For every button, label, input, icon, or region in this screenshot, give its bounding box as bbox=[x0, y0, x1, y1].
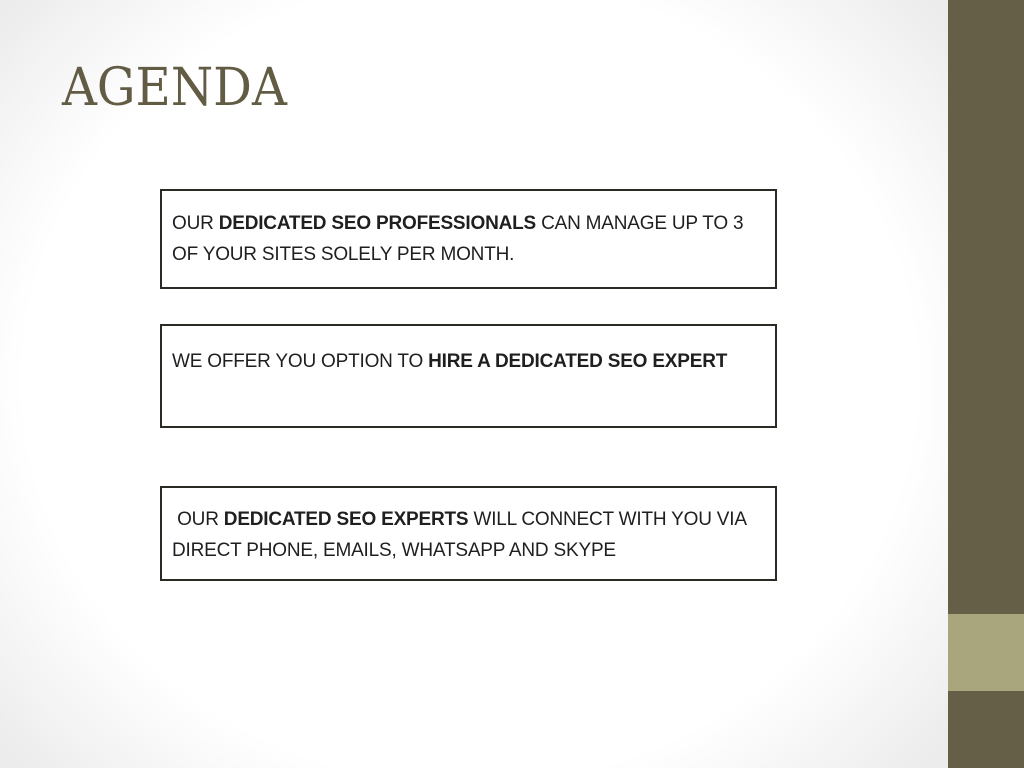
agenda-item-1 bbox=[160, 189, 777, 289]
agenda-item-2 bbox=[160, 324, 777, 428]
slide-title: AGENDA bbox=[62, 58, 287, 118]
agenda-item-2-highlight: HIRE A DEDICATED SEO EXPERT bbox=[428, 351, 728, 372]
agenda-item-1-text-end: CAN MANAGE UP TO 3 OF YOUR SITES SOLELY PER MONTH. bbox=[172, 213, 744, 265]
agenda-item-3-text-end: WILL CONNECT WITH YOU VIA DIRECT PHONE, EMAILS, WHATSAPP AND SKYPE bbox=[172, 509, 746, 561]
agenda-item-3-highlight: DEDICATED SEO EXPERTS bbox=[223, 509, 469, 530]
agenda-item-1-highlight: DEDICATED SEO PROFESSIONALS bbox=[218, 213, 536, 234]
agenda-item-3-text: OUR bbox=[172, 509, 224, 530]
agenda-item-3 bbox=[160, 486, 777, 581]
side-bar-accent bbox=[948, 614, 1024, 691]
agenda-item-2-text: WE OFFER YOU OPTION TO bbox=[172, 351, 429, 372]
agenda-item-1-text: OUR bbox=[172, 213, 219, 234]
